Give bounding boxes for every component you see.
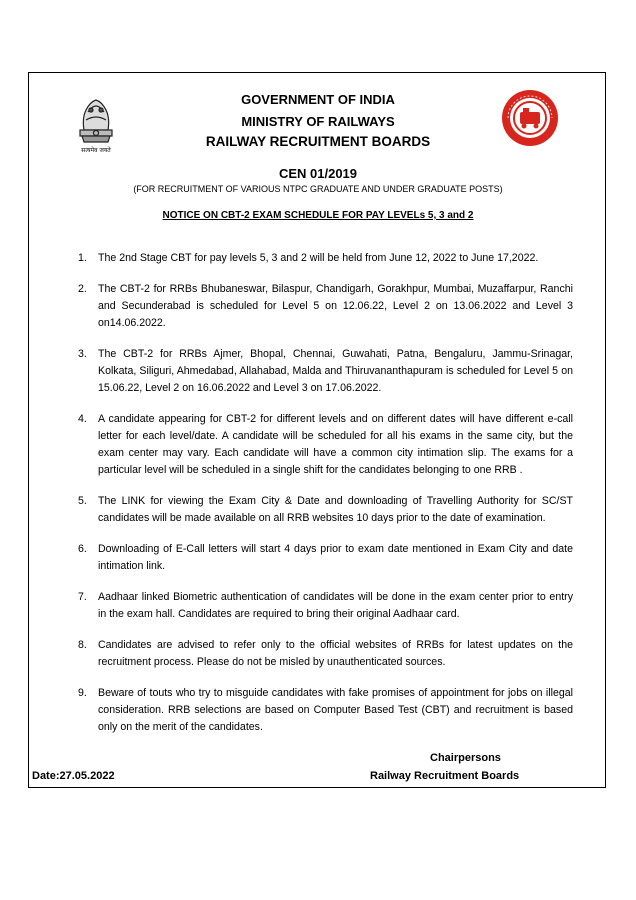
header-rrb: RAILWAY RECRUITMENT BOARDS xyxy=(205,134,431,149)
item-text: The CBT-2 for RRBs Bhubaneswar, Bilaspur, Chandigarh, Gorakhpur, Mumbai, Muzaffarpur, Ranchi and Secunderabad is scheduled for Level 5 on 12.06.22, Level 2 on 13.06.2022 and Level 3 on14.06.2022. xyxy=(98,283,573,329)
signatory-title: Chairpersons xyxy=(430,752,501,764)
notice-list xyxy=(78,250,573,750)
list-item xyxy=(78,637,573,671)
list-item xyxy=(78,411,573,479)
item-text: Aadhaar linked Biometric authentication of candidates will be done in the exam center prior to entry in the exam hall. Candidates are required to bring their original Aadhaar card. xyxy=(98,591,573,620)
item-number: 3. xyxy=(78,348,87,360)
item-number: 8. xyxy=(78,639,87,651)
header-ministry: MINISTRY OF RAILWAYS xyxy=(241,114,395,129)
cen-number: CEN 01/2019 xyxy=(278,166,358,181)
item-text: Beware of touts who try to misguide candidates with fake promises of appointment for jobs on illegal consideration. RRB selections are based on Computer Based Test (CBT) and recruitment is based only on the merit of the candidates. xyxy=(98,687,573,733)
item-number: 6. xyxy=(78,543,87,555)
item-number: 2. xyxy=(78,283,87,295)
signatory-organization: Railway Recruitment Boards xyxy=(370,770,520,782)
list-item xyxy=(78,493,573,527)
list-item xyxy=(78,541,573,575)
notice-title: NOTICE ON CBT-2 EXAM SCHEDULE FOR PAY LEVELs 5, 3 and 2 xyxy=(162,210,474,221)
emblem-caption: सत्यमेव जयते xyxy=(81,147,111,154)
item-number: 4. xyxy=(78,413,87,425)
item-text: The CBT-2 for RRBs Ajmer, Bhopal, Chennai, Guwahati, Patna, Bengaluru, Jammu-Srinagar, Kolkata, Siliguri, Ahmedabad, Allahabad, Malda and Thiruvananthapuram is scheduled for Level 5 on 15.06.22, Level 2 on 16.06.2022 and Level 3 on 17.06.2022. xyxy=(98,348,573,394)
item-number: 1. xyxy=(78,252,87,264)
list-item xyxy=(78,589,573,623)
notice-date: Date:27.05.2022 xyxy=(32,770,115,782)
list-item xyxy=(78,346,573,397)
item-number: 9. xyxy=(78,687,87,699)
item-text: Candidates are advised to refer only to the official websites of RRBs for latest updates on the recruitment process. Please do not be misled by unauthenticated sources. xyxy=(98,639,573,668)
header-government: GOVERNMENT OF INDIA xyxy=(241,92,395,107)
list-item xyxy=(78,250,573,267)
item-number: 5. xyxy=(78,495,87,507)
item-text: The LINK for viewing the Exam City & Date and downloading of Travelling Authority for SC/ST candidates will be made available on all RRB websites 10 days prior to the date of examination. xyxy=(98,495,573,524)
list-item xyxy=(78,685,573,736)
item-text: A candidate appearing for CBT-2 for different levels and on different dates will have different e-call letter for each level/date. A candidate will be scheduled for all his exams in the same city, but the exam center may vary. Each candidate will have a common city intimation slip. The exams for a particular level will be scheduled in a single shift for the candidates belonging to one RRB . xyxy=(98,413,573,476)
item-text: Downloading of E-Call letters will start 4 days prior to exam date mentioned in Exam City and date intimation link. xyxy=(98,543,573,572)
cen-subtitle: (FOR RECRUITMENT OF VARIOUS NTPC GRADUATE AND UNDER GRADUATE POSTS) xyxy=(133,184,503,194)
list-item xyxy=(78,281,573,332)
item-number: 7. xyxy=(78,591,87,603)
item-text: The 2nd Stage CBT for pay levels 5, 3 and 2 will be held from June 12, 2022 to June 17,2022. xyxy=(98,252,539,264)
